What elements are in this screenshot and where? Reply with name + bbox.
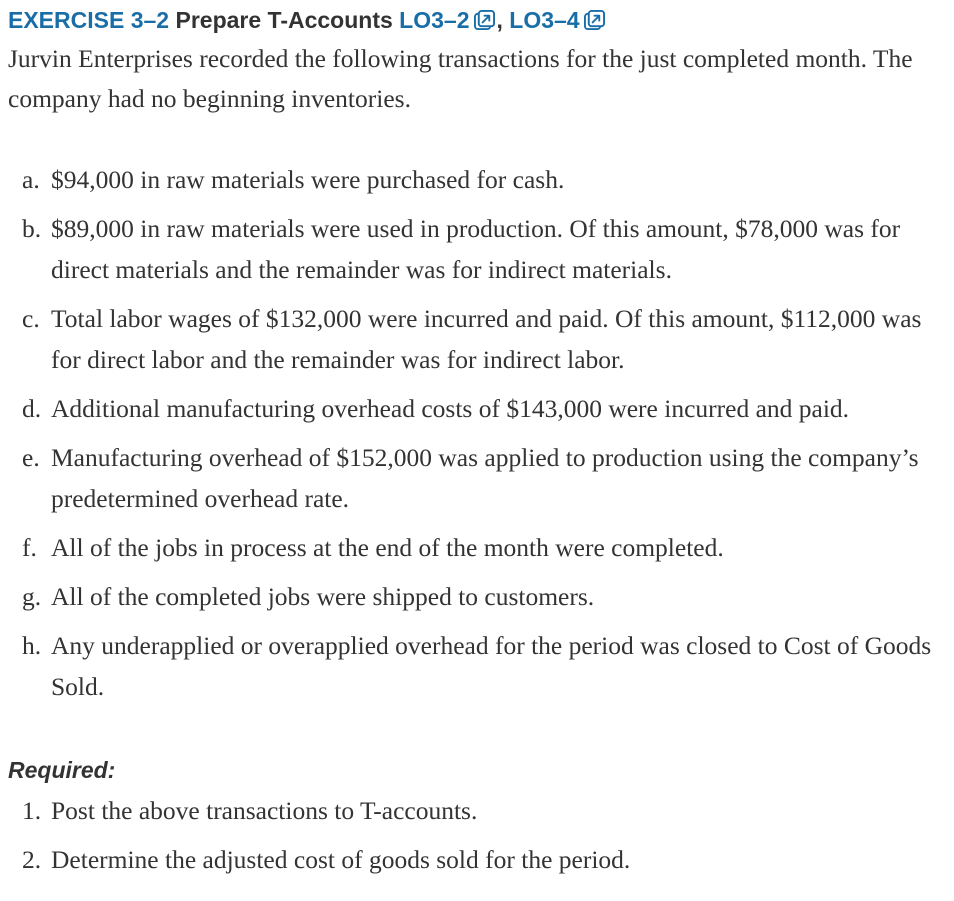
transaction-item-d — [8, 388, 946, 429]
exercise-code: EXERCISE 3–2 — [8, 7, 170, 33]
exercise-heading — [8, 4, 946, 36]
transaction-letter: b. — [22, 214, 42, 243]
required-heading: Required: — [8, 757, 116, 783]
intro-paragraph: Jurvin Enterprises recorded the following transactions for the just completed month. The company had no beginning inventories. — [8, 44, 913, 113]
transaction-item-f — [8, 527, 946, 568]
required-text: Determine the adjusted cost of goods sold for the period. — [51, 845, 631, 874]
transaction-text: $89,000 in raw materials were used in production. Of this amount, $78,000 was for direct materials and the remainder was for indirect materials. — [51, 214, 901, 284]
required-number: 2. — [22, 845, 42, 874]
transaction-letter: g. — [22, 582, 42, 611]
transaction-letter: h. — [22, 631, 42, 660]
transaction-list — [8, 159, 946, 707]
required-text: Post the above transactions to T-accounts. — [51, 796, 478, 825]
learning-objective-link-label: LO3–2 — [399, 7, 470, 33]
transaction-letter: e. — [22, 443, 40, 472]
required-item-2 — [8, 839, 946, 880]
transaction-item-a — [8, 159, 946, 200]
transaction-letter: d. — [22, 394, 42, 423]
learning-objective-link-lo3-2[interactable] — [399, 7, 496, 33]
required-item-1 — [8, 790, 946, 831]
learning-objective-link-lo3-4[interactable] — [509, 7, 606, 33]
transaction-letter: a. — [22, 165, 40, 194]
transaction-item-b — [8, 208, 946, 290]
transaction-text: Additional manufacturing overhead costs of $143,000 were incurred and paid. — [51, 394, 850, 423]
transaction-item-c — [8, 298, 946, 380]
required-number: 1. — [22, 796, 42, 825]
required-list — [8, 790, 946, 880]
transaction-text: All of the jobs in process at the end of the month were completed. — [51, 533, 724, 562]
link-separator: , — [496, 7, 503, 33]
transaction-text: Any underapplied or overapplied overhead for the period was closed to Cost of Goods Sold. — [51, 631, 932, 701]
learning-objective-link-label: LO3–4 — [509, 7, 580, 33]
transaction-letter: f. — [22, 533, 37, 562]
transaction-item-g — [8, 576, 946, 617]
transaction-text: All of the completed jobs were shipped to customers. — [51, 582, 595, 611]
external-link-icon — [584, 10, 605, 31]
transaction-letter: c. — [22, 304, 40, 333]
transaction-text: $94,000 in raw materials were purchased for cash. — [51, 165, 565, 194]
transaction-text: Total labor wages of $132,000 were incurred and paid. Of this amount, $112,000 was for direct labor and the remainder was for indirect labor. — [51, 304, 922, 374]
transaction-text: Manufacturing overhead of $152,000 was applied to production using the company’s predetermined overhead rate. — [51, 443, 919, 513]
transaction-item-e — [8, 437, 946, 519]
transaction-item-h — [8, 625, 946, 707]
external-link-icon — [474, 10, 495, 31]
exercise-title: Prepare T-Accounts — [175, 7, 393, 33]
